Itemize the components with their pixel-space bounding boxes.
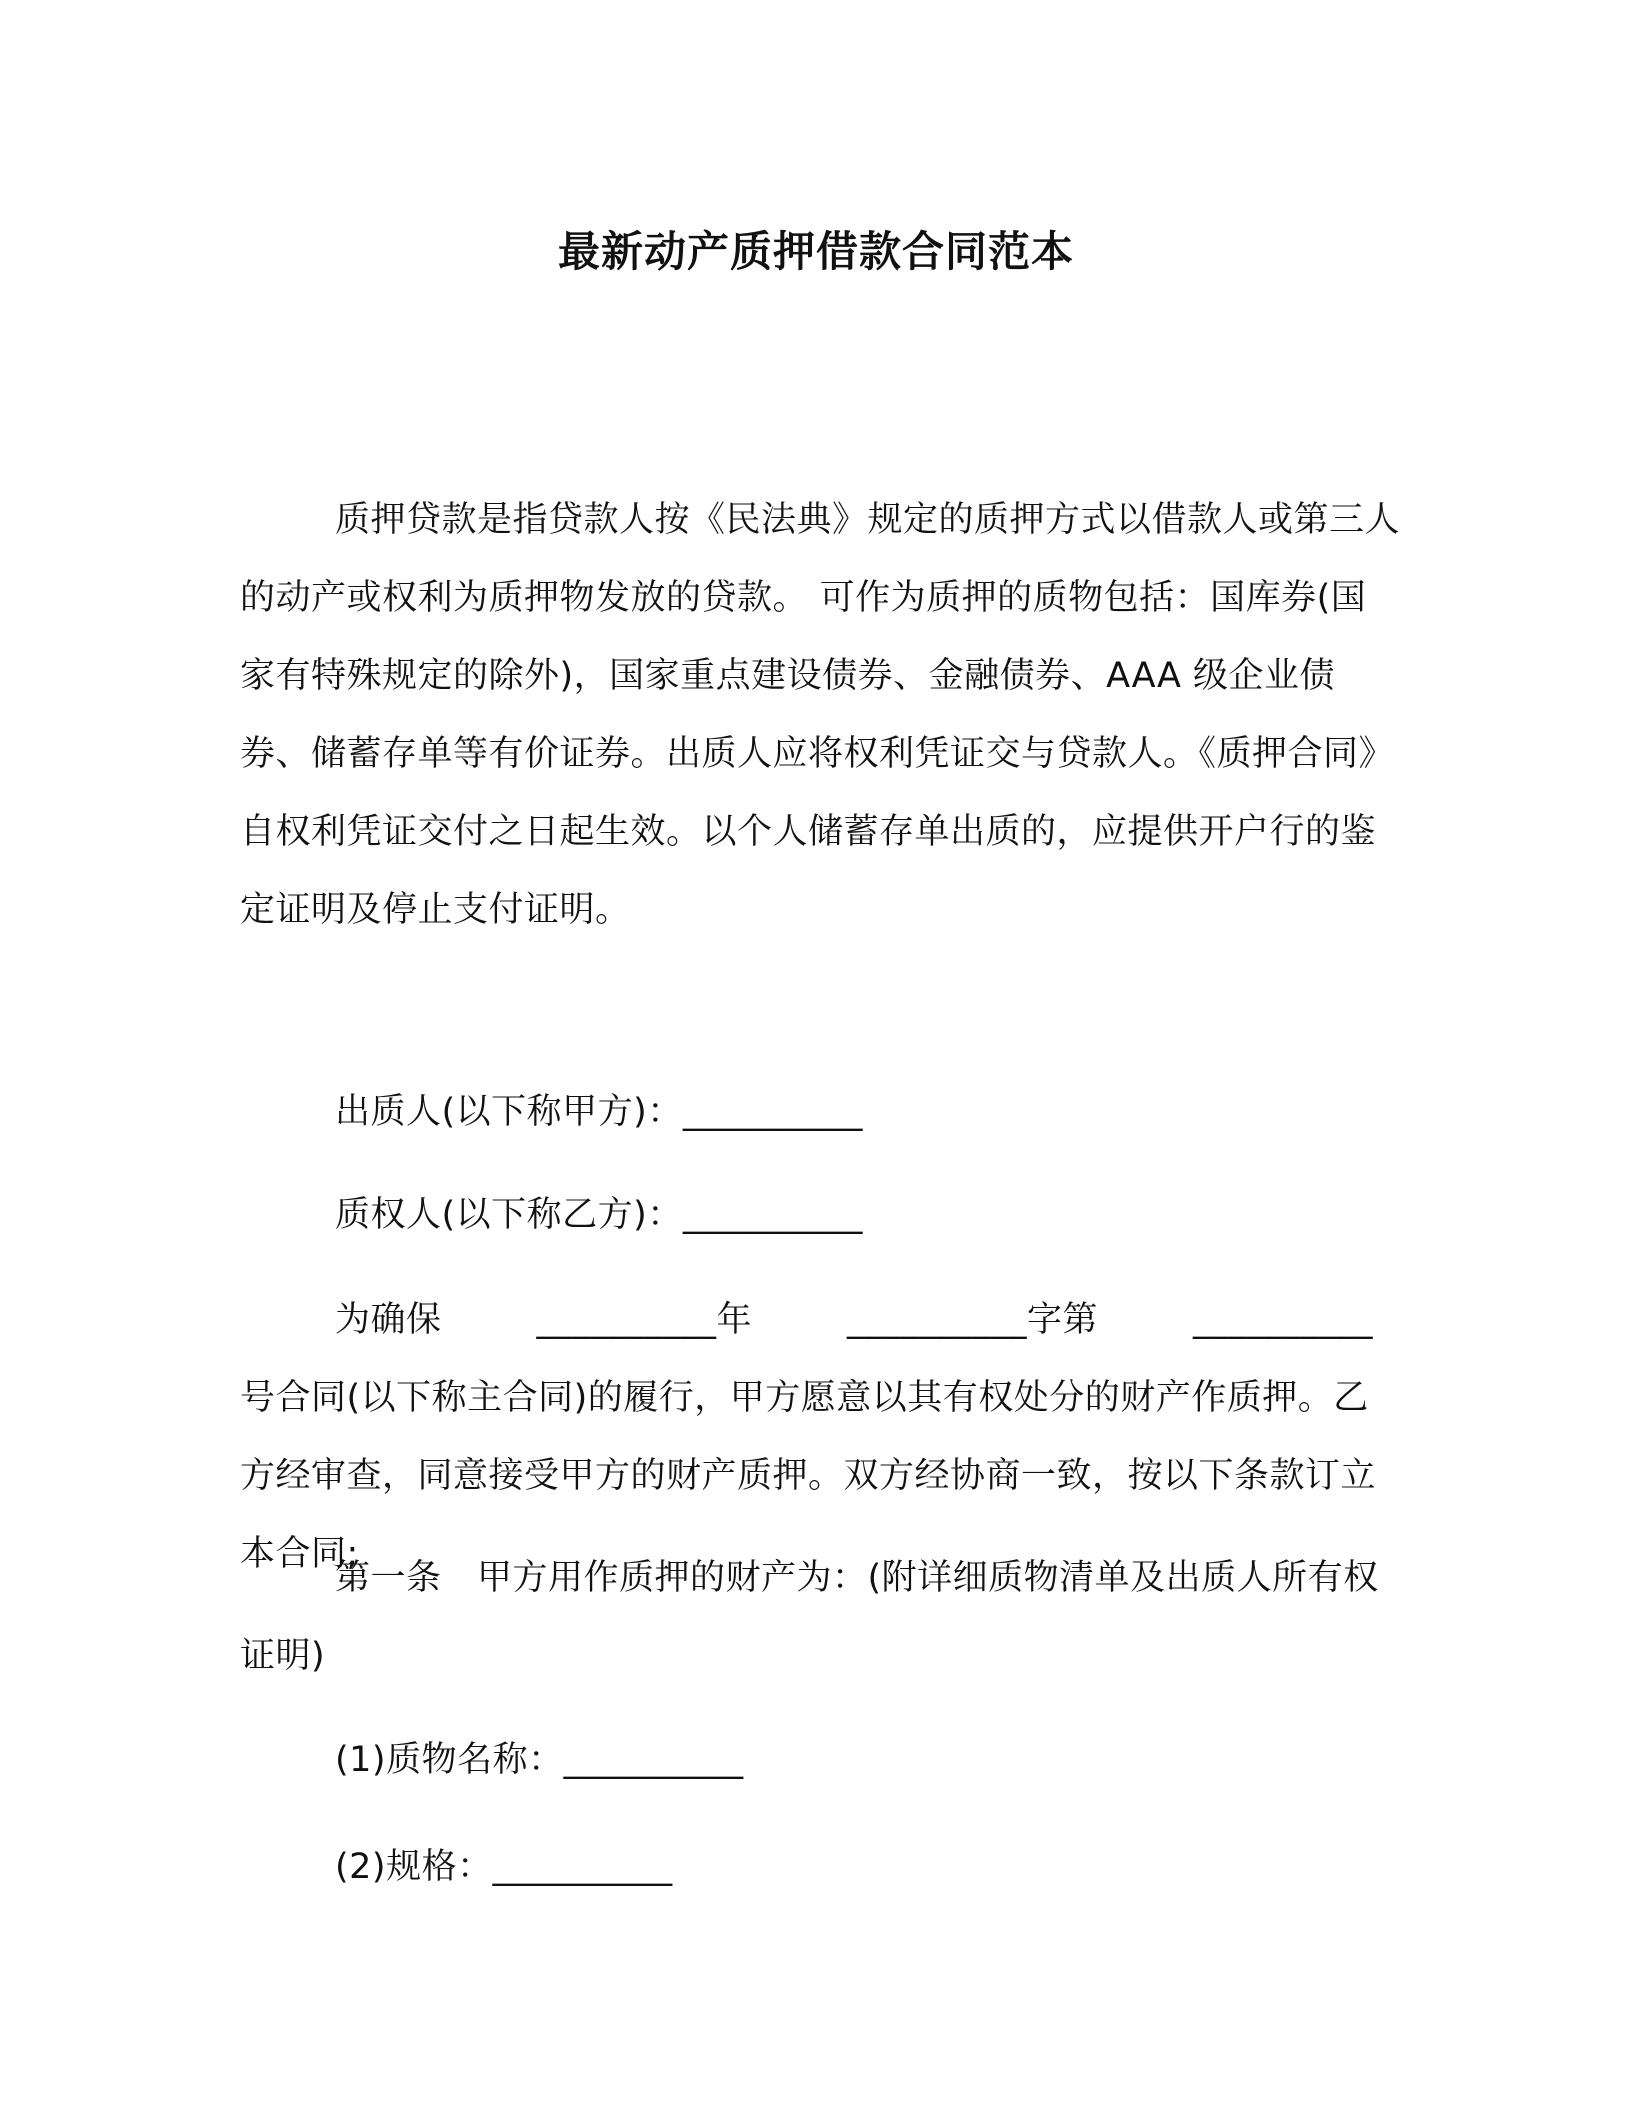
item-spec-blank: __________ (492, 1847, 673, 1887)
pledgor-label: 出质人(以下称甲方)： (335, 1092, 683, 1132)
pledgee-label: 质权人(以下称乙方)： (335, 1195, 683, 1235)
pledgor-blank: __________ (682, 1092, 863, 1132)
ensure-text-4: 号合同(以下称主合同)的履行，甲方愿意以其有权处分的财产作质押。乙方经审查，同意接受甲方的财产质押。双方经协商一致，按以下条款订立本合同; (240, 1378, 1377, 1574)
year-blank: __________ (536, 1300, 717, 1340)
document-title: 最新动产质押借款合同范本 (557, 227, 1074, 276)
pledgee-blank: __________ (682, 1195, 863, 1235)
ensure-text-3: 字第 (1027, 1300, 1099, 1340)
item-spec-line (335, 1828, 673, 1906)
word-blank: __________ (847, 1300, 1028, 1340)
item-name-blank: __________ (563, 1740, 744, 1780)
ensure-text-1: 为确保 (335, 1300, 442, 1340)
article-1: 第一条 甲方用作质押的财产为：(附详细质物清单及出质人所有权证明) (240, 1558, 1379, 1676)
pledgor-line (335, 1073, 863, 1151)
item-spec-label: (2)规格： (335, 1847, 493, 1887)
item-name-line (335, 1721, 744, 1799)
pledgee-line (335, 1176, 863, 1254)
number-blank: __________ (1193, 1300, 1374, 1340)
intro-paragraph: 质押贷款是指贷款人按《民法典》规定的质押方式以借款人或第三人的动产或权利为质押物发放的贷款。 可作为质押的质物包括：国库券(国家有特殊规定的除外)，国家重点建设债券、金融债券、AAA 级企业债券、储蓄存单等有价证券。出质人应将权利凭证交与贷款人。《质押合同》自权利凭证交付之日起生效。以个人储蓄存单出质的，应提供开户行的鉴定证明及停止支付证明。 (240, 500, 1401, 930)
ensure-text-2: 年 (716, 1300, 753, 1340)
item-name-label: (1)质物名称： (335, 1740, 564, 1780)
